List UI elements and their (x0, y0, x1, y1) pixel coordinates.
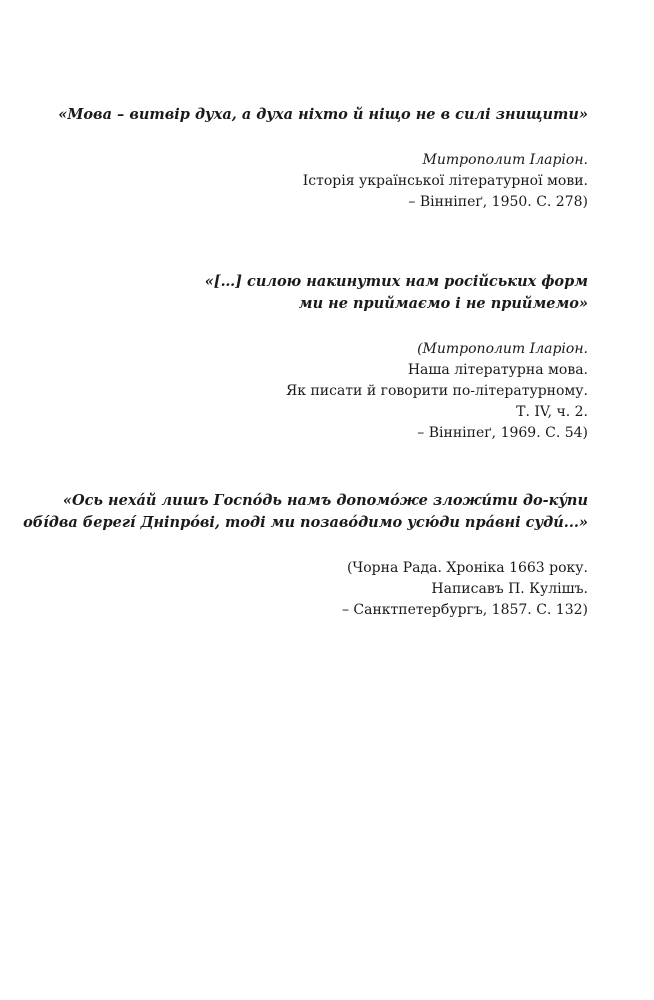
epigraph-1 (58, 104, 588, 213)
source-line: Історія української літературної мови. (302, 173, 588, 189)
source-line: – Вінніпеґ, 1950. С. 278) (408, 194, 588, 210)
epigraph-2 (205, 271, 588, 444)
source-line: Т. IV, ч. 2. (516, 404, 588, 420)
quote-line: «Ось нехáй лишъ Госпóдь намъ допомóже зложи́ти до-кýпи (62, 492, 588, 509)
source-line: (Митрополит Іларіон. (417, 341, 588, 357)
source-line: Митрополит Іларіон. (422, 152, 588, 168)
epigraph-3 (23, 490, 588, 621)
source-line: – Санктпетербургъ, 1857. С. 132) (341, 602, 588, 618)
source-line: Як писати й говорити по-літературному. (285, 383, 588, 399)
epigraph-quote (58, 104, 588, 126)
source-line: (Чорна Рада. Хроніка 1663 року. (346, 560, 588, 576)
quote-line: «[…] силою накинутих нам російських форм (204, 273, 588, 290)
source-line: Написавъ П. Кулішъ. (431, 581, 588, 597)
epigraph-source (58, 150, 588, 213)
source-line: – Вінніпеґ, 1969. С. 54) (417, 425, 588, 441)
epigraph-source (23, 558, 588, 621)
epigraph-source (205, 339, 588, 444)
quote-line: ми не приймаємо і не приймемо» (298, 295, 588, 312)
quote-line: «Мова – витвір духа, а духа ніхто й ніщо не в силі знищити» (58, 106, 588, 123)
source-line: Наша літературна мова. (407, 362, 588, 378)
epigraph-quote (205, 271, 588, 315)
quote-line: обíдва берегí Днiпрóві, тоді ми позавóдимо усю́ди прáвні судú...» (23, 514, 588, 531)
epigraph-quote (23, 490, 588, 534)
